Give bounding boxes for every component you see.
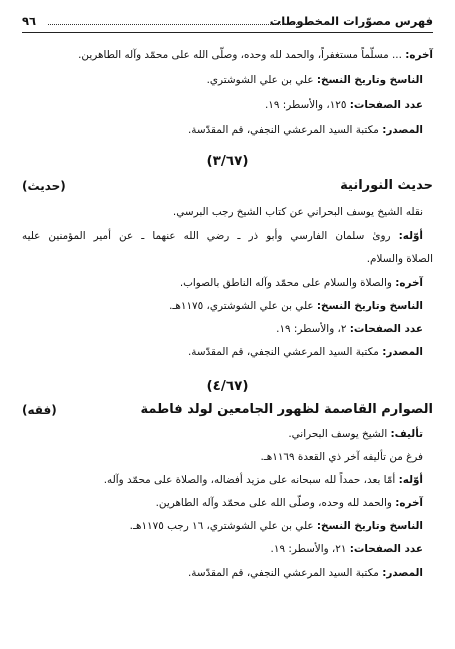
entry-completion-date: فرغ من تأليفه آخر ذي القعدة ١١٦٩هـ. (260, 451, 423, 463)
entry-source: المصدر: مكتبة السيد المرعشي النجفي، قم المقدّسة. (187, 346, 423, 358)
entry-category: (حديث) (22, 179, 66, 193)
entry-title: حديث النورانية (340, 178, 433, 193)
entry-first-line: أوّله: أمّا بعد، حمداً لله سبحانه على مزيد أفضاله، والصلاة على محمّد وآله. (103, 474, 423, 486)
running-title: فهرس مصوّرات المخطوطات (269, 14, 433, 28)
header-dot-leader (48, 24, 305, 25)
entry-author: تأليف: الشيخ يوسف البحراني. (288, 428, 423, 440)
entry-copyist: الناسخ وتاريخ النسخ: علي بن علي الشوشتري، ١٦ رجب ١١٧٥هـ. (129, 520, 423, 532)
entry-source: المصدر: مكتبة السيد المرعشي النجفي، قم المقدّسة. (187, 124, 423, 136)
entry-source: المصدر: مكتبة السيد المرعشي النجفي، قم المقدّسة. (187, 567, 423, 579)
entry-number: (٣/٦٧) (206, 153, 249, 169)
entry-title: الصوارم القاصمة لظهور الجامعين لولد فاطمة (140, 402, 433, 417)
entry-copyist: الناسخ وتاريخ النسخ: علي بن علي الشوشتري، ١١٧٥هـ. (169, 300, 423, 312)
entry-copyist: الناسخ وتاريخ النسخ: علي بن علي الشوشتري. (206, 74, 423, 86)
entry-category: (فقه) (22, 403, 57, 417)
entry-last-line: آخره: والصلاة والسلام على محمّد وآله الناطق بالصواب. (179, 277, 423, 289)
entry-pages: عدد الصفحات: ١٢٥، والأسطر: ١٩. (264, 99, 423, 111)
page-number: ٩٦ (22, 14, 37, 28)
entry-pages: عدد الصفحات: ٢، والأسطر: ١٩. (276, 323, 423, 335)
entry-last-line: آخره: والحمد لله وحده، وصلّى الله على محمّد وآله الطاهرين. (155, 497, 423, 509)
entry-pages: عدد الصفحات: ٢١، والأسطر: ١٩. (270, 543, 423, 555)
entry-intro: نقله الشيخ يوسف البحراني عن كتاب الشيخ رجب البرسي. (172, 206, 423, 218)
entry-first-line-continued: الصلاة والسلام. (366, 253, 433, 265)
entry-number: (٤/٦٧) (206, 378, 249, 394)
page-header (22, 12, 433, 33)
entry-last-line: آخره: ... مسلّماً مستغفراً، والحمد لله وحده، وصلّى الله على محمّد وآله الطاهرين. (78, 49, 433, 61)
entry-first-line: أوّله: روىٰ سلمان الفارسي وأبو ذر ـ رضي الله عنهما ـ عن أمير المؤمنين عليه (22, 230, 423, 242)
